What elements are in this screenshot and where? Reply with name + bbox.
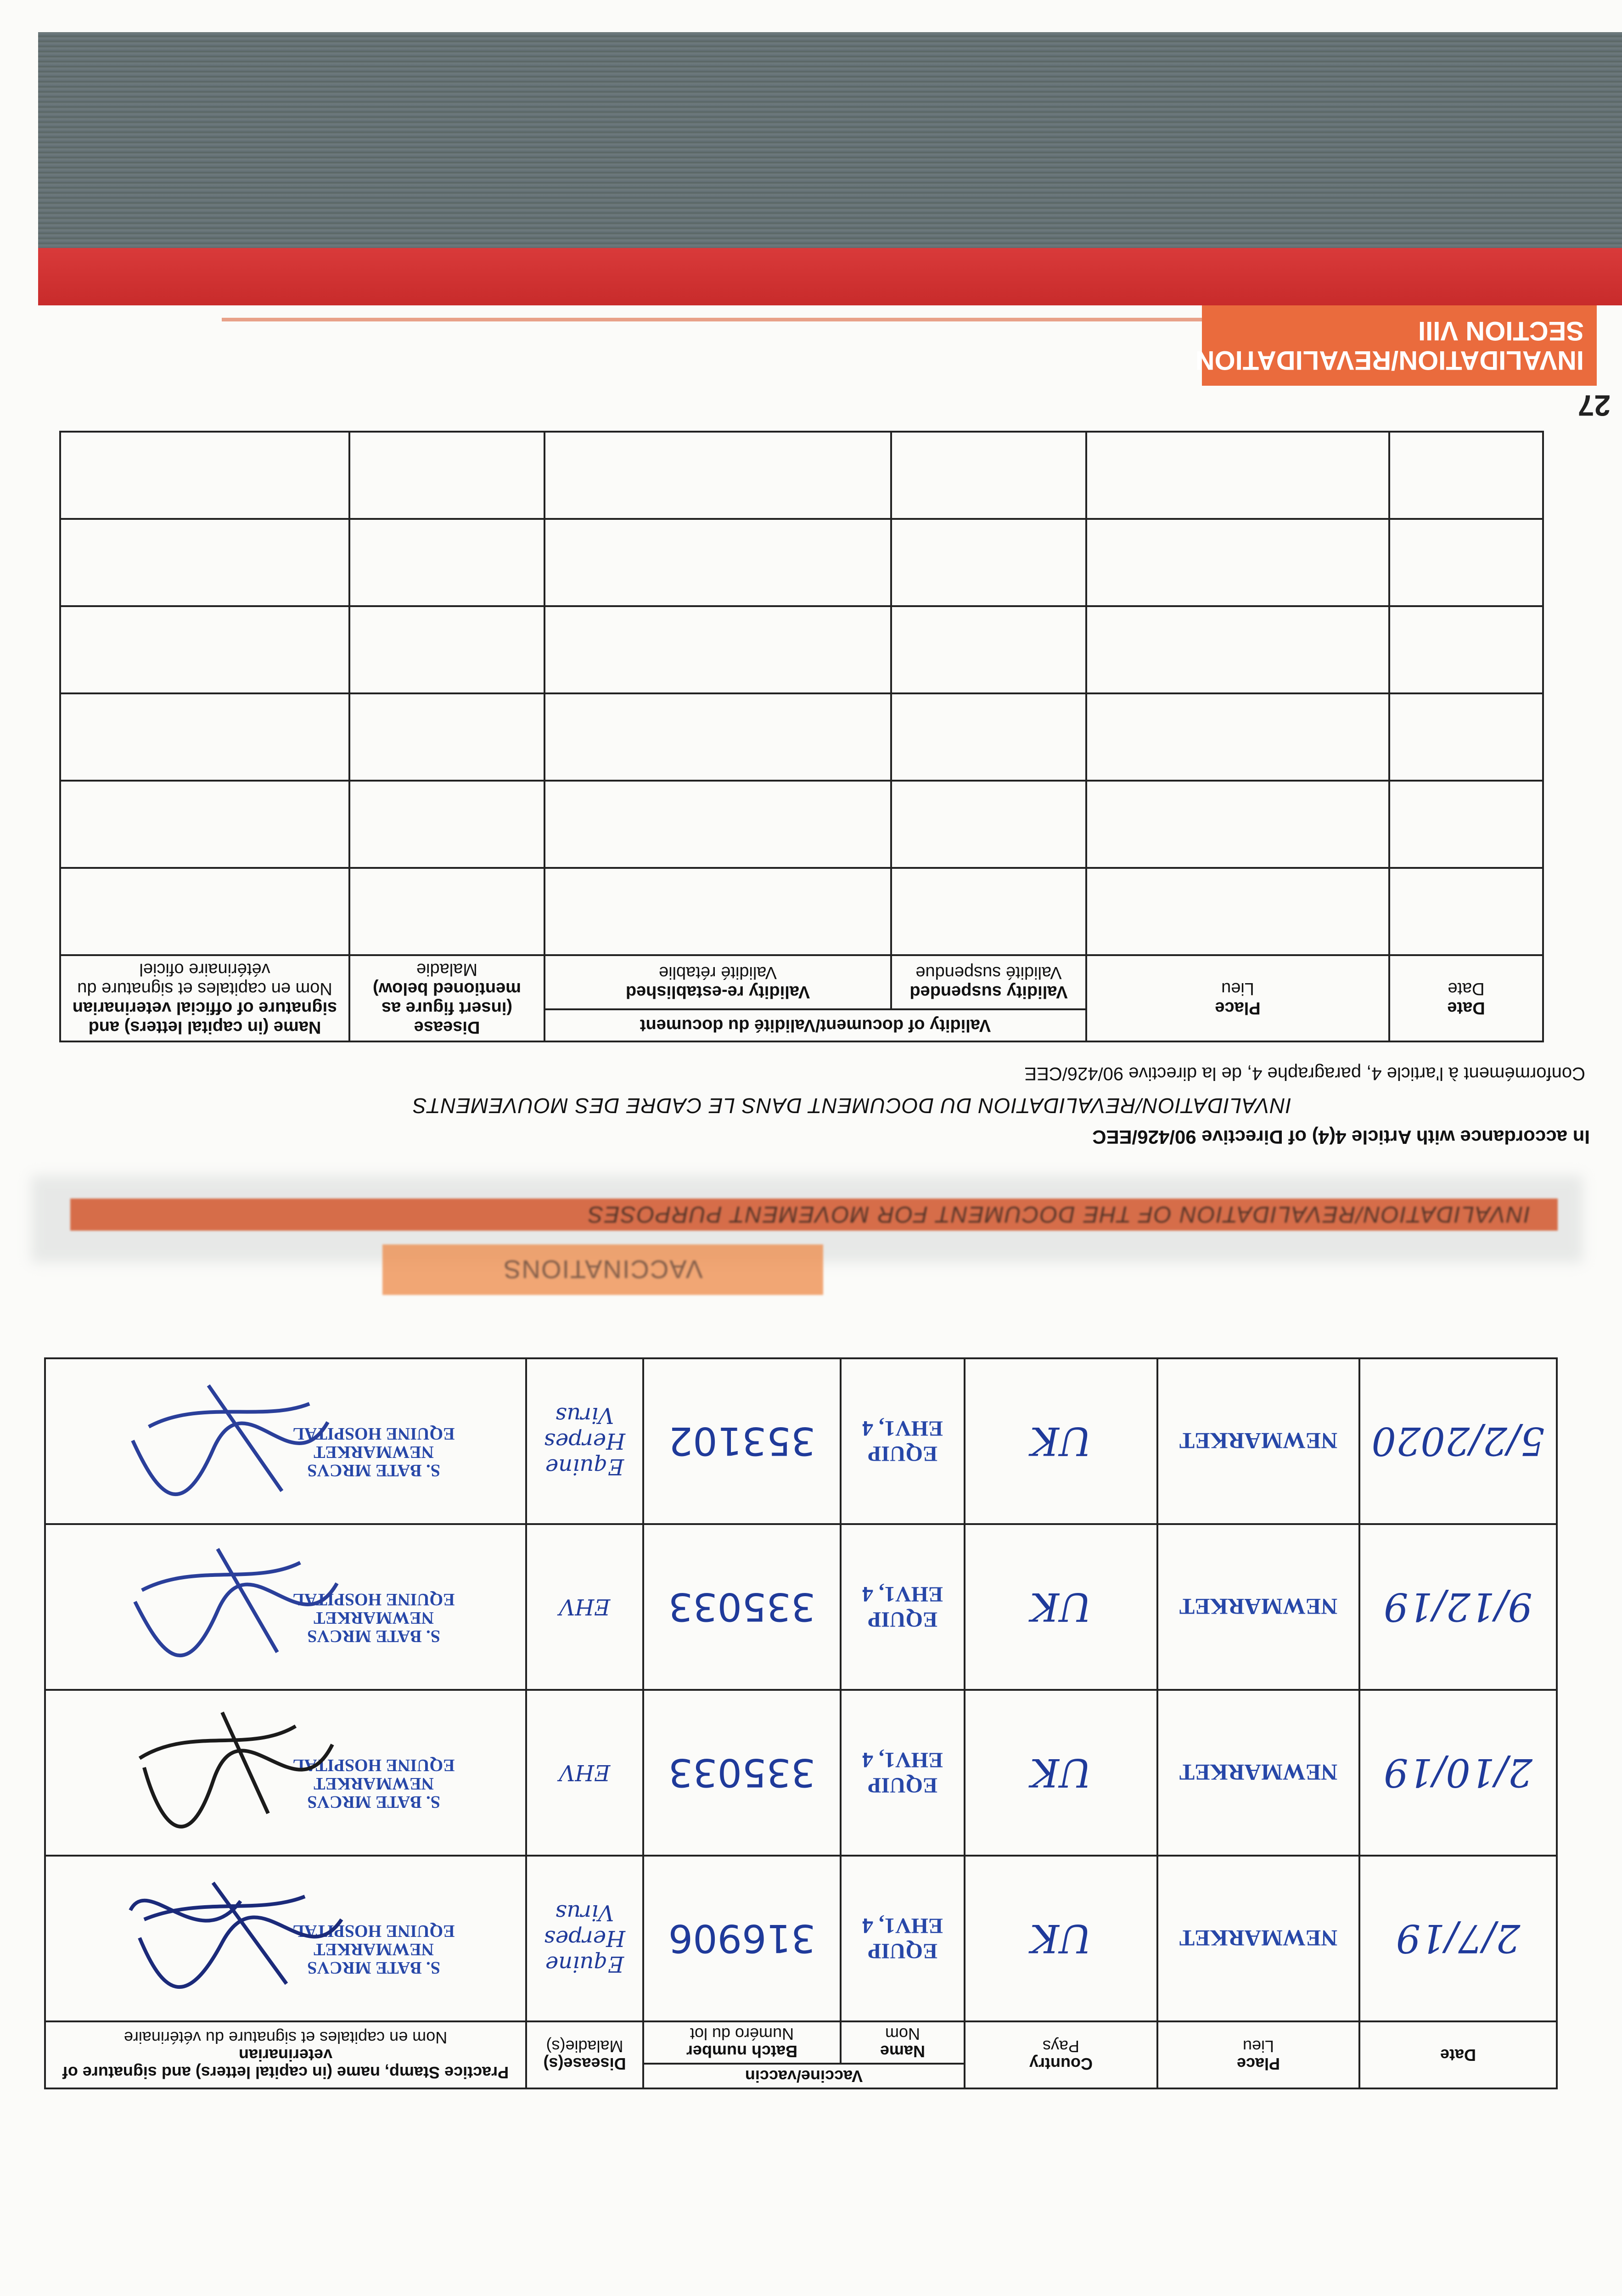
col-practice-stamp: Practice Stamp, name (in capital letters) and signature of veterinarian Nom en capitales et signature du vétérinaire <box>45 2021 526 2088</box>
table-row <box>60 781 1543 868</box>
col-country: Country Pays <box>965 2021 1157 2088</box>
vaccination-country: UK <box>965 1524 1157 1690</box>
section-red-band <box>38 248 1622 305</box>
table-row <box>60 693 1543 781</box>
vaccine-name: EQUIP EHV1, 4 <box>841 1524 965 1690</box>
vaccination-banner: INVALIDATION/REVALIDATION OF THE DOCUMENT FOR MOVEMENT PURPOSES <box>70 1199 1558 1231</box>
practice-stamp: S. BATE MRCVS NEWMARKET EQUINE HOSPITAL <box>292 1921 455 1977</box>
practice-stamp: S. BATE MRCVS NEWMARKET EQUINE HOSPITAL <box>292 1424 455 1480</box>
vaccination-place: NEWMARKET <box>1157 1856 1359 2021</box>
vaccination-place: NEWMARKET <box>1157 1358 1359 1524</box>
page-number: 27 <box>1577 389 1611 422</box>
regulation-title-fr: INVALIDATION/REVALIDATION DU DOCUMENT DANS LE CADRE DES MOUVEMENTS <box>412 1094 1291 1118</box>
table-row <box>60 519 1543 606</box>
vaccination-date: 2/10/19 <box>1359 1690 1557 1856</box>
vaccination-place: NEWMARKET <box>1157 1524 1359 1690</box>
vaccination-disease: Equine Herpes Virus <box>526 1856 643 2021</box>
vaccination-date: 9/12/19 <box>1359 1524 1557 1690</box>
regulation-text-fr: Conformément à l'article 4, paragraphe 4, de la directive 90/426/CEE <box>1024 1064 1585 1084</box>
vaccination-disease: EHV <box>526 1524 643 1690</box>
col-disease: Disease (insert figure as mentioned below) Maladie <box>349 955 544 1041</box>
practice-stamp-cell <box>45 1358 526 1524</box>
col-validity-group: Validity of document/Validité du document <box>544 1009 1086 1041</box>
regulation-text-en: In accordance with Article 4(4) of Directive 90/426/EEC <box>1092 1126 1590 1148</box>
table-row <box>45 1524 1557 1690</box>
col-validity-reestablished: Validity re-established Validité rétablie <box>544 955 891 1009</box>
scan-shadow-band <box>38 32 1622 248</box>
vaccination-date: 2/7/19 <box>1359 1856 1557 2021</box>
col-diseases: Disease(s) Maladie(s) <box>526 2021 643 2088</box>
vaccination-date: 5/2/2020 <box>1359 1358 1557 1524</box>
col-date: Date Date <box>1389 955 1543 1041</box>
vaccination-disease: Equine Herpes Virus <box>526 1358 643 1524</box>
batch-number: 335033 <box>643 1690 841 1856</box>
practice-stamp: S. BATE MRCVS NEWMARKET EQUINE HOSPITAL <box>292 1756 455 1812</box>
signature-icon <box>121 1699 360 1846</box>
invalidation-table <box>59 431 1544 1042</box>
table-row <box>60 606 1543 693</box>
col-vaccine-group: Vaccine/vaccin <box>643 2064 965 2088</box>
practice-stamp-cell <box>45 1524 526 1690</box>
vaccination-table <box>44 1357 1558 2089</box>
table-row <box>45 1358 1557 1524</box>
vaccinations-tab: VACCINATIONS <box>382 1244 823 1295</box>
col-date: Date <box>1359 2021 1557 2088</box>
practice-stamp: S. BATE MRCVS NEWMARKET EQUINE HOSPITAL <box>292 1590 455 1646</box>
vaccination-header-row <box>45 2064 1557 2088</box>
practice-stamp-cell <box>45 1690 526 1856</box>
signature-icon <box>121 1533 360 1680</box>
vaccine-name: EQUIP EHV1, 4 <box>841 1856 965 2021</box>
invalidation-header-row <box>60 1009 1543 1041</box>
col-place: Place Lieu <box>1157 2021 1359 2088</box>
vaccine-name: EQUIP EHV1, 4 <box>841 1358 965 1524</box>
vaccination-country: UK <box>965 1856 1157 2021</box>
col-validity-suspended: Validity suspended Validité suspendue <box>891 955 1086 1009</box>
col-batch-number: Batch number Numéro du lot <box>643 2021 841 2064</box>
invalidation-section-tab <box>1195 305 1597 386</box>
table-row <box>45 1856 1557 2021</box>
batch-number: 335033 <box>643 1524 841 1690</box>
vaccination-disease: EHV <box>526 1690 643 1856</box>
invalidation-tab-line2: SECTION VIII <box>1418 316 1584 346</box>
col-official-vet: Name (in capital letters) and signature of official veterinarian Nom en capitales et signature du vétérinaire oficiel <box>60 955 349 1041</box>
vaccination-country: UK <box>965 1358 1157 1524</box>
table-row <box>60 432 1543 519</box>
signature-icon <box>121 1367 360 1514</box>
vaccine-name: EQUIP EHV1, 4 <box>841 1690 965 1856</box>
col-vaccine-name: Name Nom <box>841 2021 965 2064</box>
signature-icon <box>121 1864 360 2011</box>
table-row <box>45 1690 1557 1856</box>
invalidation-tab-line1: INVALIDATION/REVALIDATION <box>1195 345 1584 376</box>
batch-number: 353102 <box>643 1358 841 1524</box>
col-place: Place Lieu <box>1086 955 1389 1041</box>
vaccination-place: NEWMARKET <box>1157 1690 1359 1856</box>
practice-stamp-cell <box>45 1856 526 2021</box>
vaccination-country: UK <box>965 1690 1157 1856</box>
table-row <box>60 868 1543 955</box>
batch-number: 316906 <box>643 1856 841 2021</box>
